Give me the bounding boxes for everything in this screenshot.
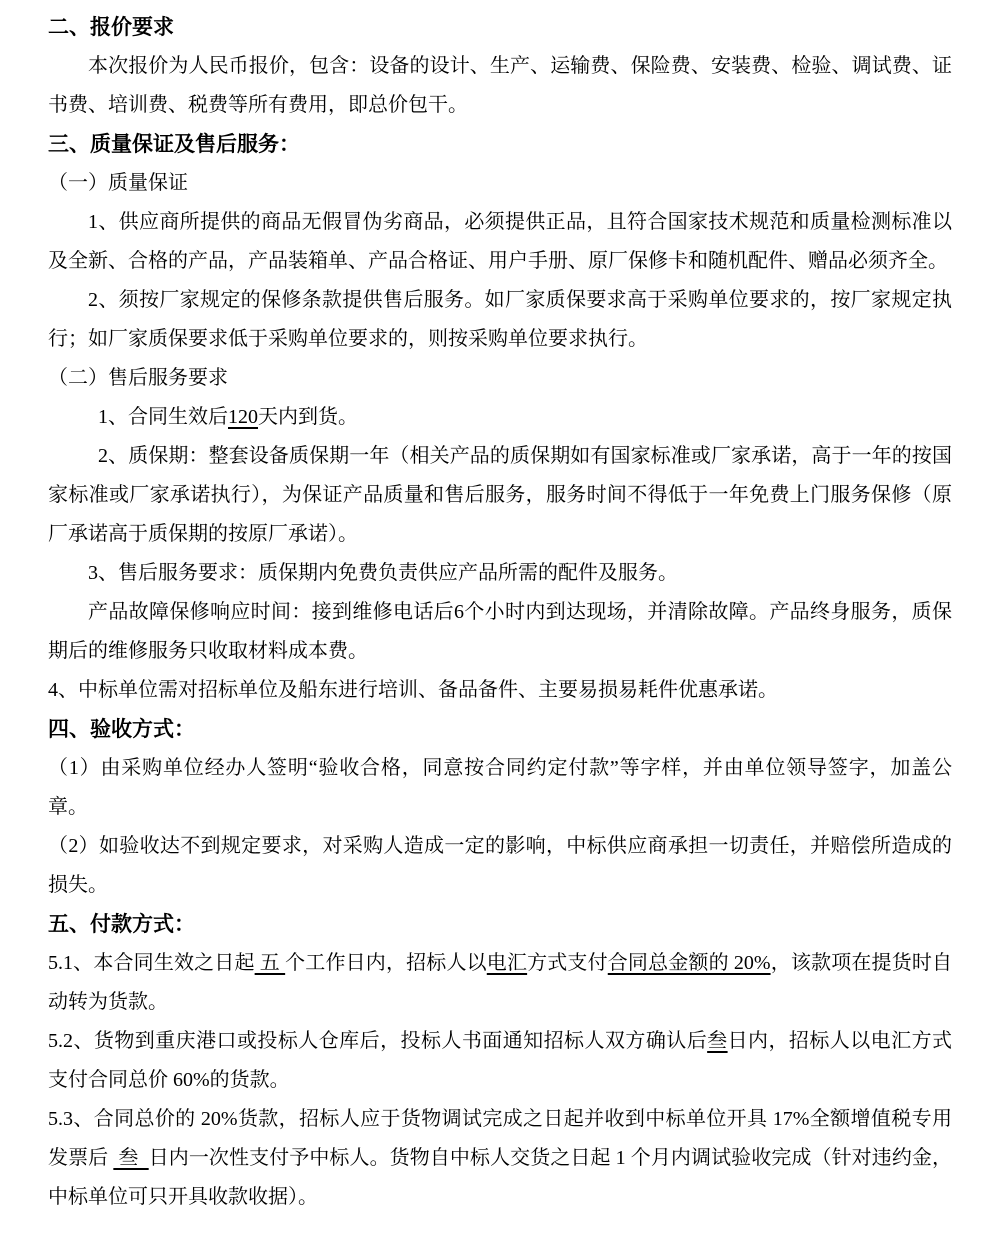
- underlined-text: 叁: [707, 1030, 728, 1052]
- text-run: 产品故障保修响应时间：接到维修电话后6个小时内到达现场，并清除故障。产品终身服务，质保期后的维修服务只收取材料成本费。: [48, 601, 952, 662]
- paragraph: [48, 203, 952, 281]
- text-run: 5.3、合同总价的 20%货款，招标人应于货物调试完成之日起并收到中标单位开具 17%全额增值税专用发票后: [48, 1108, 952, 1169]
- paragraph: [48, 827, 952, 905]
- text-run: 日内，招标人以电汇方式支付合同总价 60%的货款。: [48, 1030, 953, 1091]
- text-run: 5.2、货物到重庆港口或投标人仓库后，投标人书面通知招标人双方确认后: [48, 1030, 708, 1052]
- text-run: （二）售后服务要求: [48, 367, 228, 389]
- document-body: [48, 8, 952, 1217]
- text-run: 5.1、本合同生效之日起: [48, 952, 255, 974]
- paragraph: [48, 749, 952, 827]
- text-run: 日内一次性支付予中标人。货物自中标人交货之日起 1 个月内调试验收完成（针对违约金，中标单位可只开具收款收据）。: [48, 1147, 953, 1208]
- text-run: 个工作日内，招标人以: [285, 952, 487, 974]
- underlined-text: 电汇: [486, 952, 528, 974]
- paragraph: [48, 398, 952, 437]
- underlined-text: 叁: [113, 1147, 149, 1169]
- paragraph: [48, 281, 952, 359]
- text-run: ，该款项在提货时自动转为货款。: [48, 952, 953, 1013]
- text-run: 四、验收方式：: [48, 717, 195, 741]
- section-heading: [48, 125, 952, 164]
- paragraph: [48, 554, 952, 593]
- paragraph: [48, 944, 952, 1022]
- text-run: （一）质量保证: [48, 172, 188, 194]
- paragraph: [48, 359, 952, 398]
- text-run: 1、合同生效后: [98, 406, 228, 428]
- section-heading: [48, 8, 952, 47]
- text-run: 2、须按厂家规定的保修条款提供售后服务。如厂家质保要求高于采购单位要求的，按厂家规定执行；如厂家质保要求低于采购单位要求的，则按采购单位要求执行。: [48, 289, 952, 350]
- section-heading: [48, 905, 952, 944]
- underlined-text: 合同总金额的 20%: [607, 952, 771, 974]
- text-run: 1、供应商所提供的商品无假冒伪劣商品，必须提供正品，且符合国家技术规范和质量检测标准以及全新、合格的产品，产品装箱单、产品合格证、用户手册、原厂保修卡和随机配件、赠品必须齐全。: [48, 211, 952, 272]
- paragraph: [48, 1100, 952, 1217]
- paragraph: [48, 164, 952, 203]
- paragraph: [48, 1022, 952, 1100]
- text-run: 3、售后服务要求：质保期内免费负责供应产品所需的配件及服务。: [88, 562, 678, 584]
- text-run: 方式支付: [527, 952, 608, 974]
- text-run: （2）如验收达不到规定要求，对采购人造成一定的影响，中标供应商承担一切责任，并赔偿所造成的损失。: [48, 835, 952, 896]
- paragraph: [48, 47, 952, 125]
- text-run: 本次报价为人民币报价，包含：设备的设计、生产、运输费、保险费、安装费、检验、调试费、证书费、培训费、税费等所有费用，即总价包干。: [48, 55, 952, 116]
- underlined-text: 120: [228, 406, 258, 428]
- text-run: 天内到货。: [258, 406, 358, 428]
- text-run: 4、中标单位需对招标单位及船东进行培训、备品备件、主要易损易耗件优惠承诺。: [48, 679, 778, 701]
- underlined-text: 五: [254, 952, 286, 974]
- text-run: 三、质量保证及售后服务：: [48, 132, 300, 156]
- text-run: （1）由采购单位经办人签明“验收合格，同意按合同约定付款”等字样，并由单位领导签字，加盖公章。: [48, 757, 952, 818]
- paragraph: [48, 437, 952, 554]
- text-run: 五、付款方式：: [48, 912, 195, 936]
- paragraph: [48, 593, 952, 671]
- paragraph: [48, 671, 952, 710]
- section-heading: [48, 710, 952, 749]
- text-run: 二、报价要求: [48, 15, 174, 39]
- text-run: 2、质保期：整套设备质保期一年（相关产品的质保期如有国家标准或厂家承诺，高于一年的按国家标准或厂家承诺执行），为保证产品质量和售后服务，服务时间不得低于一年免费上门服务保修（原厂承诺高于质保期的按原厂承诺）。: [48, 445, 952, 545]
